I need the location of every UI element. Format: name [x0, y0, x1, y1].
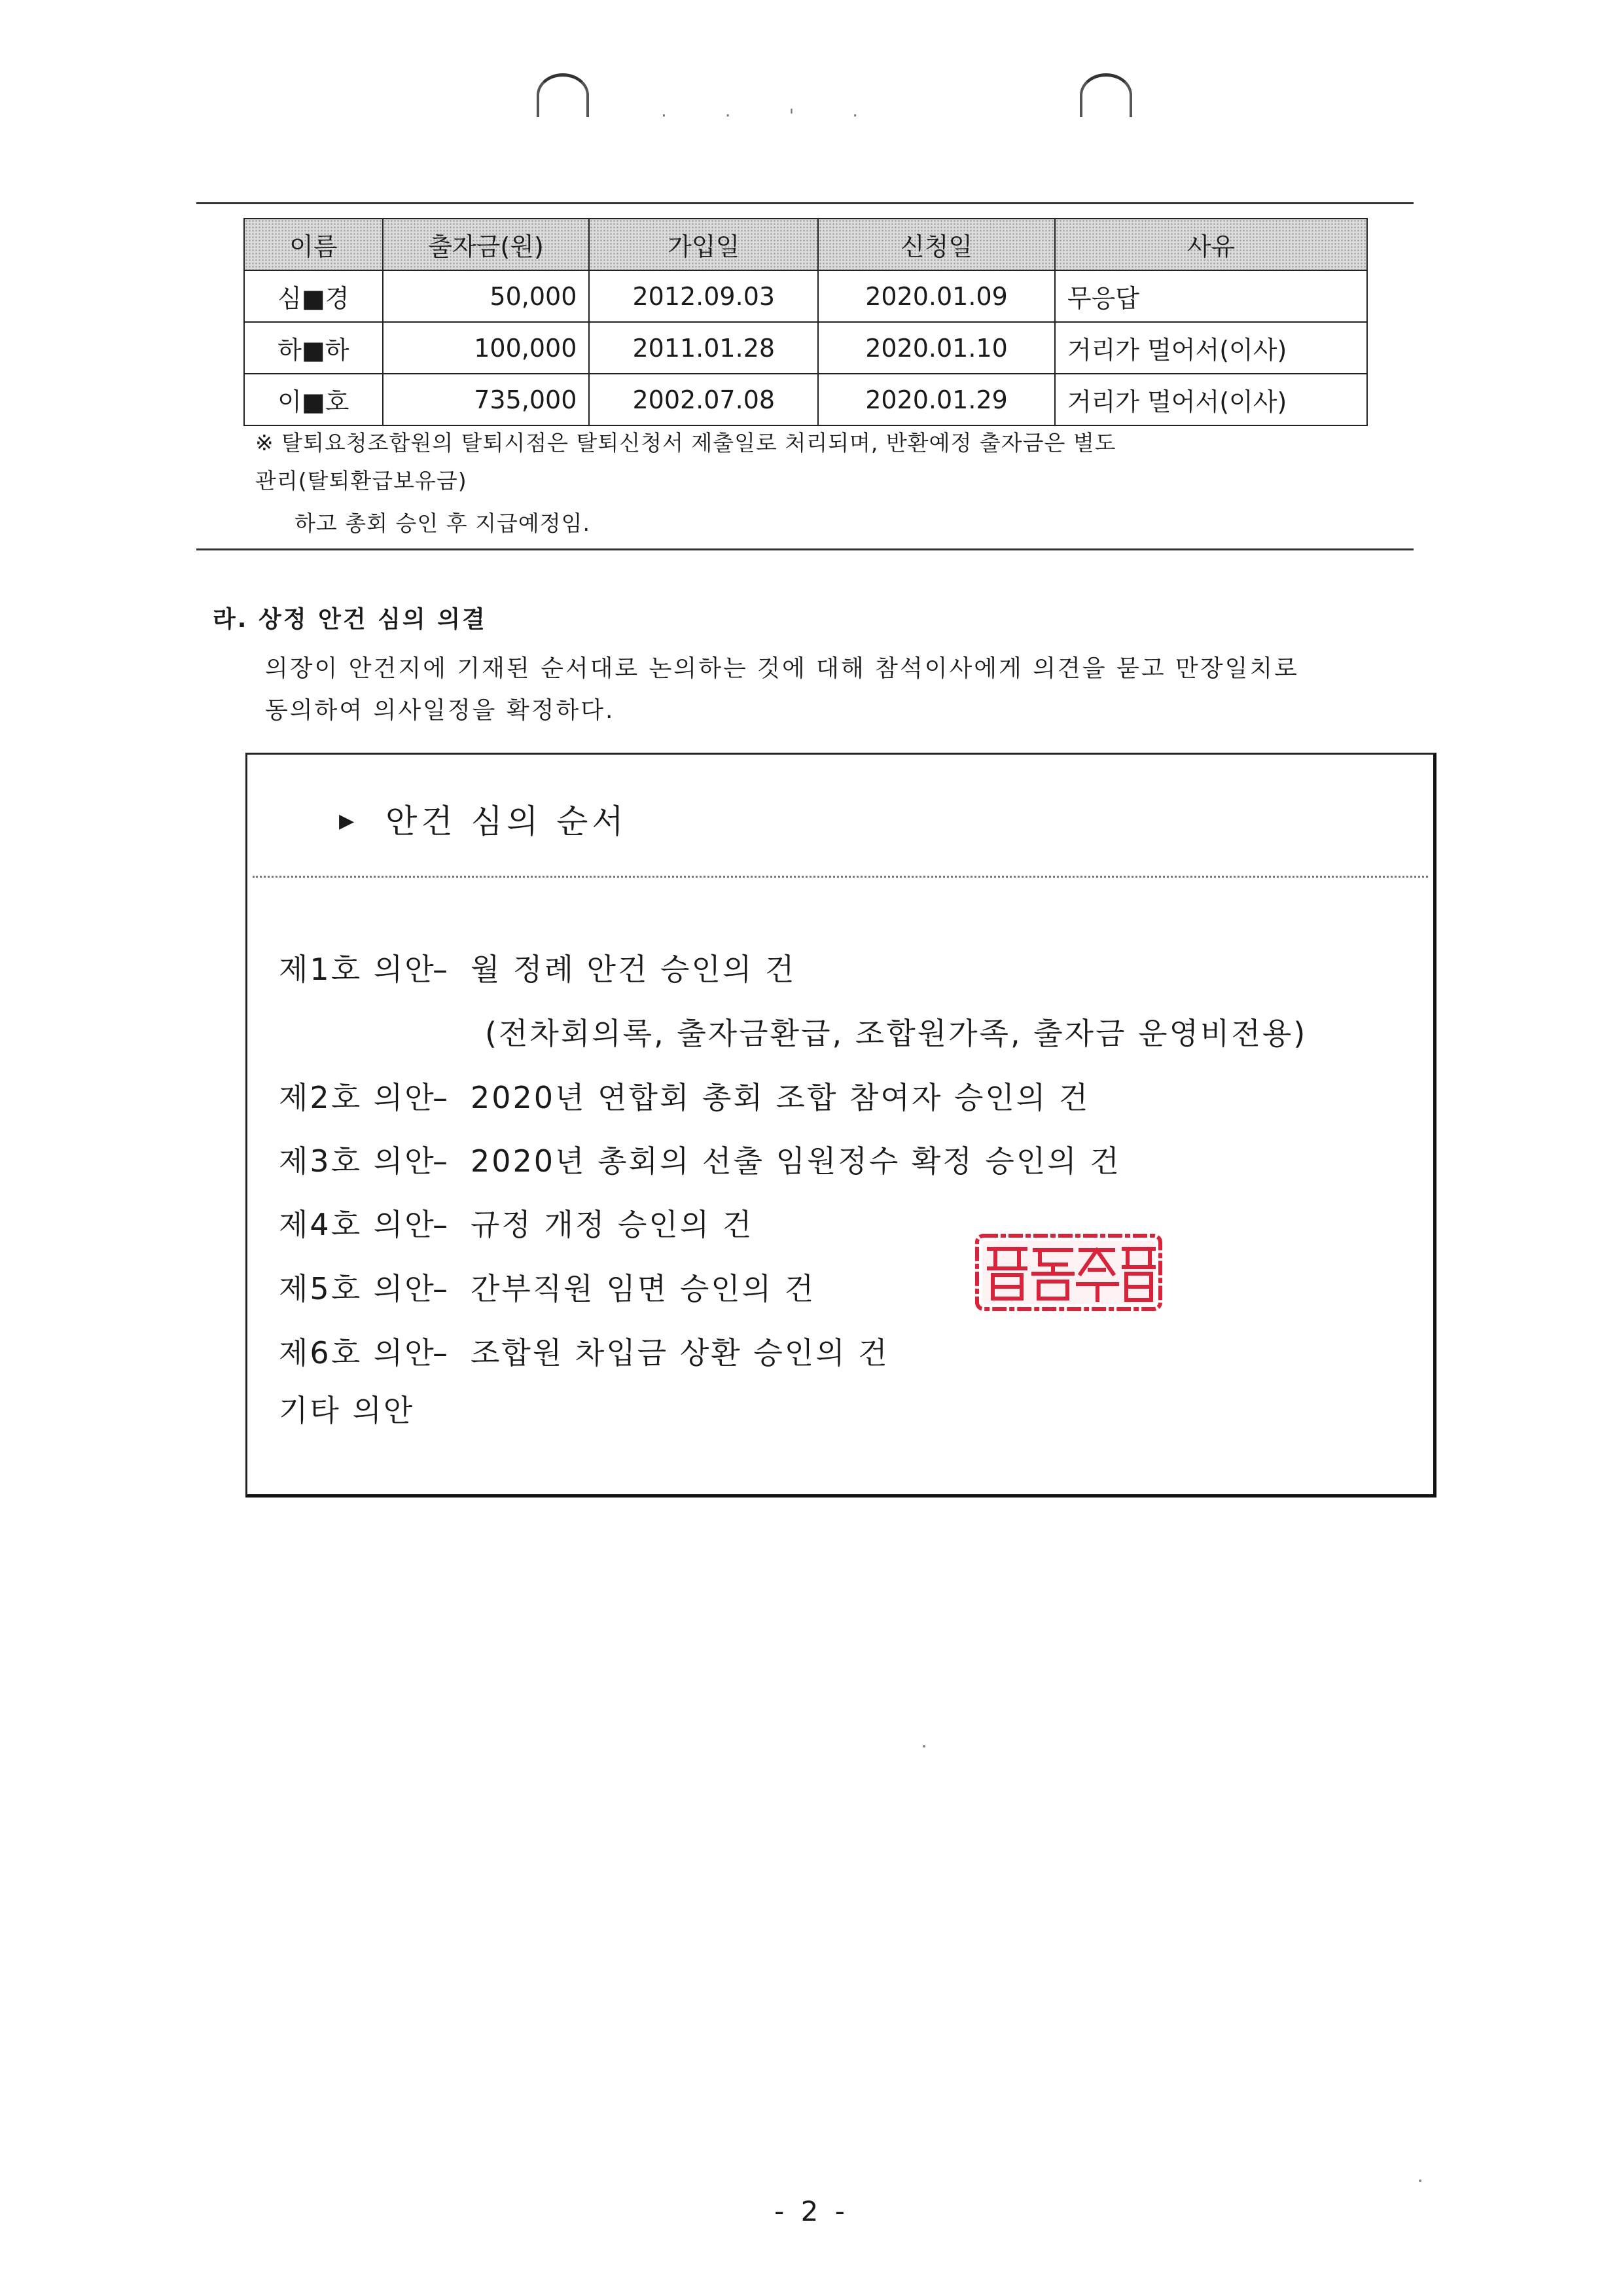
bottom-rule	[196, 548, 1414, 550]
agenda-item-text: 월 정례 안건 승인의 건	[471, 952, 796, 987]
agenda-item-number: 제2호 의안	[279, 1080, 436, 1115]
cell-name: 이■호	[244, 374, 383, 425]
note-line-2: 관리(탈퇴환급보유금)	[255, 468, 467, 493]
cell-join-date: 2002.07.08	[589, 374, 818, 425]
cooperative-seal-stamp	[973, 1230, 1164, 1314]
top-rule	[196, 202, 1414, 204]
agenda-item-number: 제6호 의안	[279, 1335, 436, 1371]
agenda-item	[279, 1265, 815, 1308]
agenda-item-text: 규정 개정 승인의 건	[471, 1207, 754, 1242]
agenda-item-number: 제3호 의안	[279, 1143, 436, 1179]
col-header-reason: 사유	[1055, 219, 1367, 270]
cell-investment: 735,000	[383, 374, 590, 425]
cell-reason: 거리가 멀어서(이사)	[1055, 374, 1367, 425]
page-number: - 2 -	[774, 2195, 849, 2227]
punch-hole-right	[1080, 73, 1132, 117]
agenda-item-text: 2020년 연합회 총회 조합 참여자 승인의 건	[471, 1080, 1090, 1115]
agenda-box	[245, 753, 1436, 1498]
withdrawal-members-table	[243, 218, 1368, 426]
scan-dust	[1419, 2179, 1421, 2182]
agenda-item-number: 제5호 의안	[279, 1271, 436, 1306]
agenda-other: 기타 의안	[279, 1393, 415, 1428]
agenda-item-1-detail: (전차회의록, 출자금환급, 조합원가족, 출자금 운영비전용)	[485, 1016, 1308, 1051]
agenda-item	[279, 1201, 753, 1244]
col-header-investment: 출자금(원)	[383, 219, 590, 270]
agenda-item-dash: –	[433, 1080, 450, 1115]
agenda-item-dash: –	[433, 1335, 450, 1371]
triangle-bullet-icon: ▶	[339, 810, 359, 833]
cell-name: 하■하	[244, 322, 383, 374]
agenda-item-text: 간부직원 임면 승인의 건	[471, 1271, 816, 1306]
scan-specks: · · ' ·	[661, 105, 885, 126]
cell-join-date: 2011.01.28	[589, 322, 818, 374]
cell-investment: 100,000	[383, 322, 590, 374]
agenda-item-dash: –	[433, 1143, 450, 1179]
agenda-item-number: 제4호 의안	[279, 1207, 436, 1242]
agenda-item	[279, 1329, 889, 1372]
agenda-item-dash: –	[433, 952, 450, 987]
agenda-item	[279, 946, 796, 989]
cell-join-date: 2012.09.03	[589, 270, 818, 322]
cell-investment: 50,000	[383, 270, 590, 322]
agenda-item	[279, 1074, 1090, 1117]
table-header-row	[244, 219, 1367, 270]
cell-reason: 거리가 멀어서(이사)	[1055, 322, 1367, 374]
agenda-title	[339, 795, 628, 842]
cell-reason: 무응답	[1055, 270, 1367, 322]
scan-dust	[923, 1745, 925, 1748]
agenda-title-text: 안건 심의 순서	[385, 802, 628, 840]
agenda-item-number: 제1호 의안	[279, 952, 436, 987]
agenda-item-dash: –	[433, 1207, 450, 1242]
section-body-line-2: 동의하여 의사일정을 확정하다.	[265, 697, 615, 724]
agenda-item-text: 2020년 총회의 선출 임원정수 확정 승인의 건	[471, 1143, 1121, 1179]
note-line-1: ※ 탈퇴요청조합원의 탈퇴시점은 탈퇴신청서 제출일로 처리되며, 반환예정 출자금은 별도	[255, 430, 1116, 456]
cell-request-date: 2020.01.09	[818, 270, 1055, 322]
section-body-line-1: 의장이 안건지에 기재된 순서대로 논의하는 것에 대해 참석이사에게 의견을 묻고 만장일치로	[265, 655, 1299, 682]
agenda-item-dash: –	[433, 1271, 450, 1306]
table-row	[244, 374, 1367, 425]
table-row	[244, 322, 1367, 374]
col-header-join-date: 가입일	[589, 219, 818, 270]
cell-name: 심■경	[244, 270, 383, 322]
agenda-item	[279, 1138, 1121, 1181]
section-heading: 라. 상정 안건 심의 의결	[213, 606, 487, 633]
table-row	[244, 270, 1367, 322]
col-header-request-date: 신청일	[818, 219, 1055, 270]
dotted-divider	[253, 876, 1428, 878]
agenda-item-text: 조합원 차입금 상환 승인의 건	[471, 1335, 889, 1371]
note-line-3: 하고 총회 승인 후 지급예정임.	[294, 511, 590, 536]
cell-request-date: 2020.01.10	[818, 322, 1055, 374]
col-header-name: 이름	[244, 219, 383, 270]
punch-hole-left	[537, 73, 589, 117]
cell-request-date: 2020.01.29	[818, 374, 1055, 425]
